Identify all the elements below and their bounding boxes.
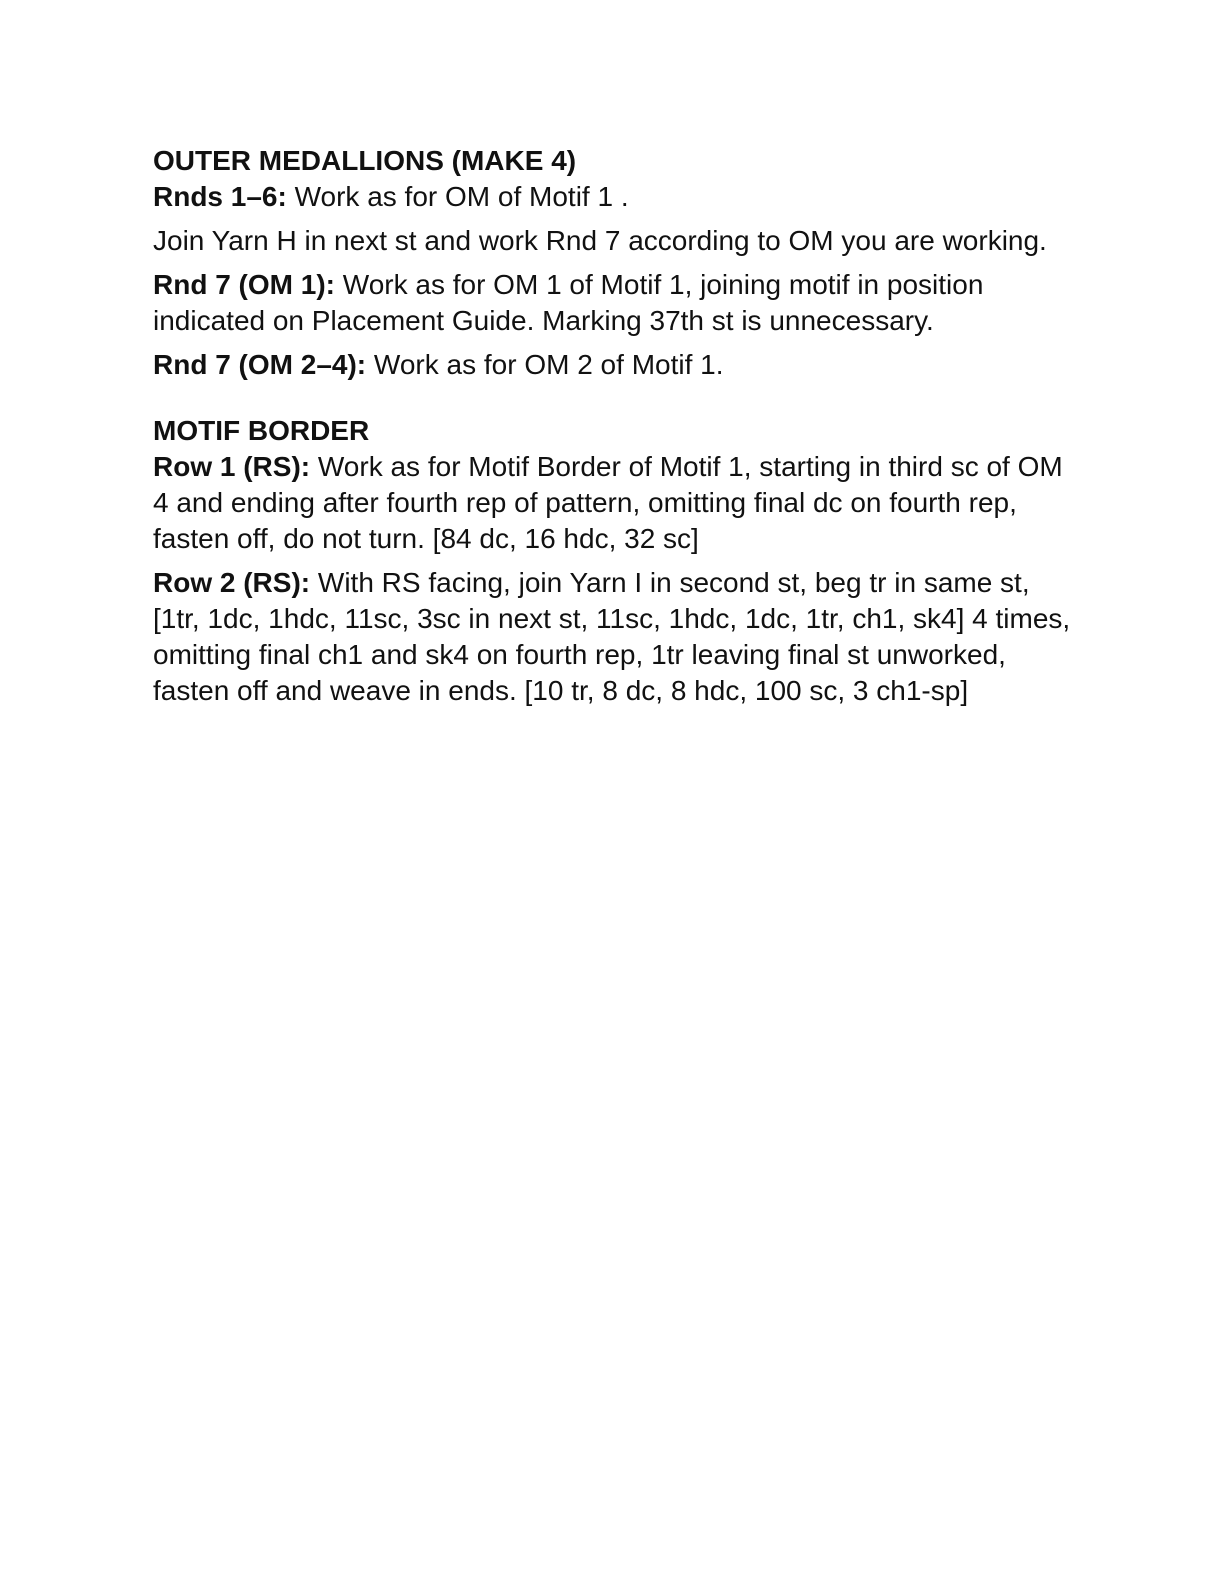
instruction-label: Row 2 (RS):: [153, 567, 311, 598]
section-outer-medallions: [153, 143, 1073, 383]
instruction-text: Work as for OM 1 of Motif 1, joining motif in position indicated on Placement Guide. Marking 37th st is unnecessary.: [153, 269, 984, 336]
section-heading: MOTIF BORDER: [153, 415, 370, 446]
instruction-rnd-7-om-1: [153, 267, 1073, 339]
instruction-label: Row 1 (RS):: [153, 451, 311, 482]
instruction-join-yarn: [153, 223, 1073, 259]
instruction-text: With RS facing, join Yarn I in second st, beg tr in same st, [1tr, 1dc, 1hdc, 11sc, 3sc in next st, 11sc, 1hdc, 1dc, 1tr, ch1, sk4] 4 times, omitting final ch1 and sk4 on fourth rep, 1tr leaving final st unworked, fasten off and weave in ends. [10 tr, 8 dc, 8 hdc, 100 sc, 3 ch1-sp]: [153, 567, 1071, 706]
instruction-label: Rnds 1–6:: [153, 181, 287, 212]
instruction-text: Work as for Motif Border of Motif 1, starting in third sc of OM 4 and ending after fourth rep of pattern, omitting final dc on fourth rep, fasten off, do not turn. [84 dc, 16 hdc, 32 sc]: [153, 451, 1063, 554]
instruction-rnd-7-om-2-4: [153, 347, 1073, 383]
instruction-label: Rnd 7 (OM 2–4):: [153, 349, 367, 380]
document-page: [153, 143, 1073, 739]
section-heading: OUTER MEDALLIONS (MAKE 4): [153, 145, 577, 176]
instruction-text: Join Yarn H in next st and work Rnd 7 according to OM you are working.: [153, 225, 1047, 256]
section-motif-border: [153, 413, 1073, 709]
instruction-row-1: [153, 449, 1073, 557]
instruction-text: Work as for OM 2 of Motif 1.: [366, 349, 724, 380]
instruction-row-2: [153, 565, 1073, 709]
instruction-label: Rnd 7 (OM 1):: [153, 269, 335, 300]
instruction-text: Work as for OM of Motif 1 .: [286, 181, 629, 212]
instruction-rnds-1-6: [153, 179, 1073, 215]
